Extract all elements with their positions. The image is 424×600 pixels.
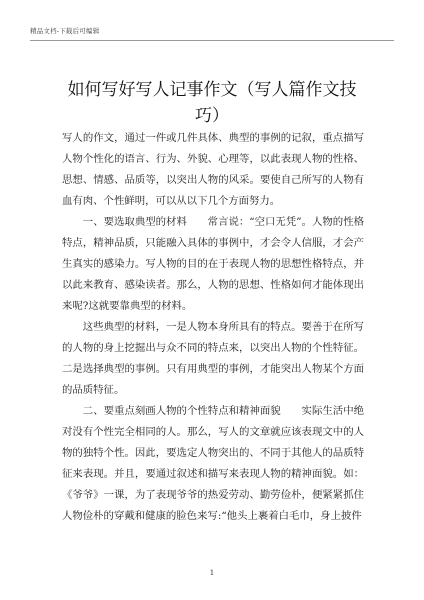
paragraph-typical-material: 一、要选取典型的材料 常言说：“空口无凭”。人物的性格特点，精神品质，只能融入具体的事例中，才会令人信服，才会产生真实的感染力。写人物的目的在于表现人物的思想性格特点，并以此来教育、感染读者。那么，人物的思想、性格如何才能体现出来呢?这就要靠典型的材料。 xyxy=(62,216,364,312)
document-body xyxy=(62,128,364,527)
page-number: 1 xyxy=(209,569,215,577)
header-note: 精品文档-下载后可编辑 xyxy=(30,27,100,35)
paragraph-material-details: 这些典型的材料，一是人物本身所具有的特点。要善于在所写的人物的身上挖掘出与众不同的特点来，以突出人物的个性特征。二是选择典型的事例。只有用典型的事例，才能突出人物某个方面的品质特征。 xyxy=(62,321,364,396)
paragraph-intro: 写人的作文，通过一件或几件具体、典型的事例的记叙，重点描写人物个性化的语言、行为、外貌、心理等，以此表现人物的性格、思想、情感、品质等，以突出人物的风采。要使自己所写的人物有血有肉、个性鲜明，可以从以下几个方面努力。 xyxy=(62,132,364,207)
paragraph-character-traits: 二、要重点刻画人物的个性特点和精神面貌 实际生活中绝对没有个性完全相同的人。那么，写人的文章就应该表现文中的人物的独特个性。因此，要选定人物突出的、不同于其他人的品质特征来表现。并且，要通过叙述和描写来表现人物的精神面貌。如：《爷爷》一课，为了表现爷爷的热爱劳动、勤劳俭朴，便紧紧抓住人物俭朴的穿戴和健康的脸色来写:“他头上裹着白毛巾，身上披件 xyxy=(62,405,364,522)
header-divider xyxy=(30,40,394,41)
document-title: 如何写好写人记事作文（写人篇作文技巧） xyxy=(67,80,357,127)
